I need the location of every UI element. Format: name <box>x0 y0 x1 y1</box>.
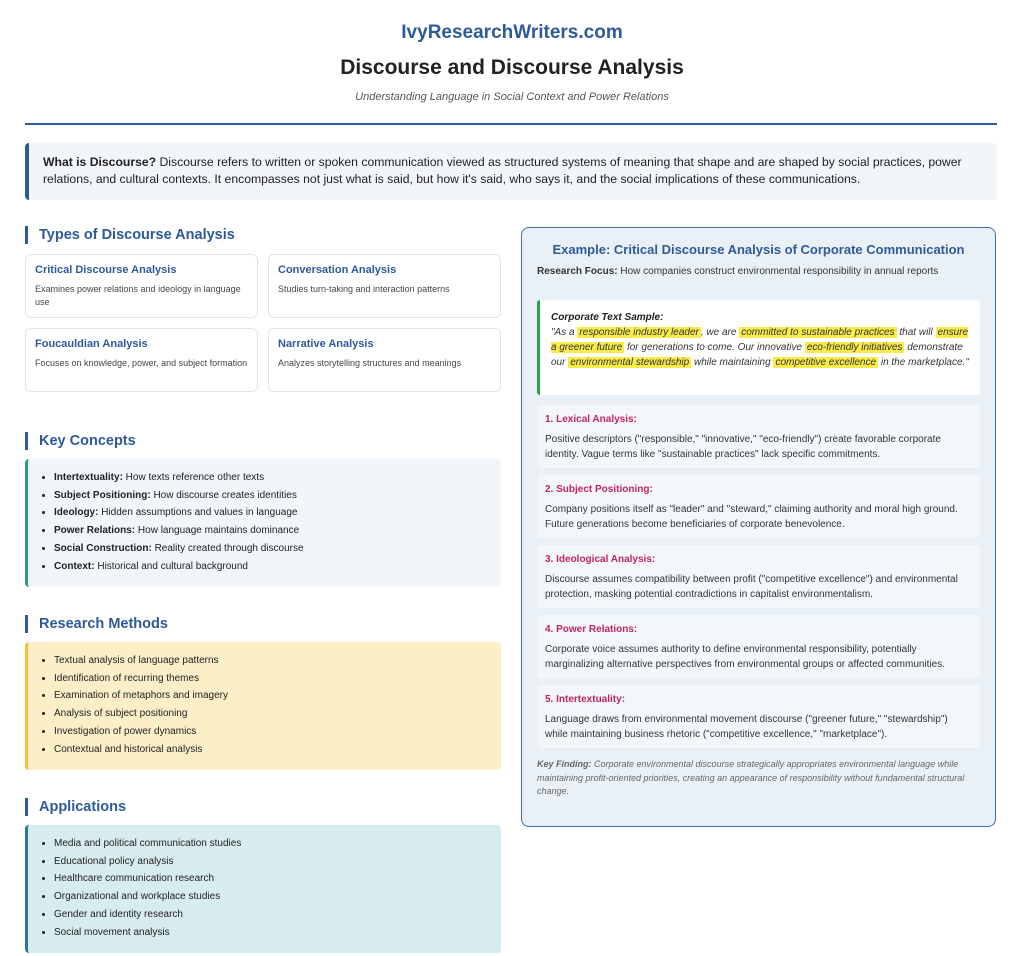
page-header <box>0 0 1024 103</box>
list-item: • Textual analysis of language patterns <box>54 652 489 670</box>
highlighted-phrase: environmental stewardship <box>570 357 690 368</box>
list-item: • Identification of recurring themes <box>54 670 489 688</box>
analysis-card <box>537 475 980 538</box>
list-item: • Educational policy analysis <box>54 853 489 871</box>
type-card-title: Narrative Analysis <box>278 338 374 350</box>
analysis-title: 2. Subject Positioning: <box>545 484 653 495</box>
header-divider <box>25 123 997 125</box>
list-item: • Contextual and historical analysis <box>54 741 489 759</box>
concept-desc: How language maintains dominance <box>135 525 300 537</box>
concept-term: Power Relations: <box>54 525 136 537</box>
type-card-desc: Studies turn-taking and interaction patterns <box>278 284 450 294</box>
concept-desc: Reality created through discourse <box>151 542 304 554</box>
list-item: • Healthcare communication research <box>54 870 489 888</box>
list-item <box>54 540 489 558</box>
list-item: • Investigation of power dynamics <box>54 723 489 741</box>
example-title: Example: Critical Discourse Analysis of Corporate Communication <box>552 242 965 257</box>
text-sample <box>537 300 980 395</box>
finding-label: Key Finding: <box>537 759 592 769</box>
methods-heading: Research Methods <box>25 615 501 633</box>
list-item <box>54 504 489 522</box>
concept-term: Context: <box>54 560 95 572</box>
concepts-box <box>25 459 501 587</box>
highlighted-phrase: competitive excellence <box>775 357 877 368</box>
type-card-title: Conversation Analysis <box>278 264 397 276</box>
finding-text: Corporate environmental discourse strategically appropriates environmental language while maintaining profit-oriented priorities, creating an appearance of responsibility without fundamental structural change. <box>537 759 965 796</box>
concept-term: Intertextuality: <box>54 472 123 483</box>
methods-box <box>25 642 501 770</box>
concept-term: Ideology: <box>54 507 99 519</box>
highlighted-phrase: committed to sustainable practices <box>741 327 895 338</box>
list-item <box>54 558 489 576</box>
concept-term: Subject Positioning: <box>54 489 151 501</box>
site-name: IvyResearchWriters.com <box>401 22 623 43</box>
type-card <box>25 328 258 392</box>
type-card-desc: Focuses on knowledge, power, and subject formation <box>35 358 248 368</box>
sample-fragment: that will <box>896 327 936 338</box>
page-title: Discourse and Discourse Analysis <box>340 56 684 79</box>
analysis-text: Discourse assumes compatibility between profit ("competitive excellence") and environmental protection, masking potential contradictions in capitalist environmentalism. <box>545 574 958 600</box>
concept-desc: Hidden assumptions and values in language <box>98 507 298 519</box>
list-item: • Media and political communication studies <box>54 835 489 853</box>
example-panel <box>521 227 996 827</box>
focus-text: How companies construct environmental responsibility in annual reports <box>617 266 939 277</box>
concept-desc: Historical and cultural background <box>94 560 248 572</box>
type-card-title: Critical Discourse Analysis <box>35 264 177 276</box>
list-item: • Organizational and workplace studies <box>54 888 489 906</box>
analysis-card <box>537 615 980 678</box>
types-heading: Types of Discourse Analysis <box>25 226 501 244</box>
focus-label: Research Focus: <box>537 266 618 277</box>
analysis-text: Language draws from environmental movement discourse ("greener future," "stewardship") while maintaining business rhetoric ("competitive excellence," "marketplace"). <box>545 714 948 740</box>
page-subtitle: Understanding Language in Social Context and Power Relations <box>355 91 669 103</box>
sample-fragment: while maintaining <box>691 357 774 368</box>
intro-text: Discourse refers to written or spoken communication viewed as structured systems of meaning that shape and are shaped by social practices, power relations, and cultural contexts. It encompasses not just what is said, but how it's said, who says it, and the social implications of these communications. <box>43 155 962 186</box>
research-focus <box>537 266 980 277</box>
intro-label: What is Discourse? <box>43 155 157 169</box>
concept-desc: How discourse creates identities <box>150 489 297 501</box>
analysis-card <box>537 405 980 468</box>
sample-fragment: , we are <box>700 327 740 338</box>
analysis-card <box>537 685 980 748</box>
sample-fragment: in the marketplace." <box>878 357 969 368</box>
type-card-desc: Analyzes storytelling structures and meanings <box>278 358 462 368</box>
analysis-text: Corporate voice assumes authority to define environmental responsibility, potentially marginalizing alternative perspectives from environmental groups or affected communities. <box>545 644 946 670</box>
analysis-title: 1. Lexical Analysis: <box>545 414 637 425</box>
analysis-text: Positive descriptors ("responsible," "innovative," "eco-friendly") create favorable corporate identity. Vague terms like "sustainable practices" lack specific commitments. <box>545 434 941 460</box>
highlighted-phrase: ensure a greener future <box>551 327 969 353</box>
sample-fragment: demonstrate our <box>551 342 963 368</box>
intro-box <box>25 143 997 200</box>
concepts-heading: Key Concepts <box>25 432 501 450</box>
type-card-desc: Examines power relations and ideology in language use <box>35 284 241 307</box>
type-card <box>268 328 501 392</box>
analysis-text: Company positions itself as "leader" and "steward," claiming authority and moral high ground. Future generations become beneficiaries of corporate benevolence. <box>545 504 958 530</box>
list-item <box>54 522 489 540</box>
types-grid <box>25 254 501 392</box>
applications-heading: Applications <box>25 798 501 816</box>
sample-title: Corporate Text Sample: <box>551 312 664 323</box>
sample-fragment: for generations to come. Our innovative <box>624 342 805 353</box>
highlighted-phrase: responsible industry leader <box>579 327 699 338</box>
list-item <box>54 469 489 487</box>
analysis-card <box>537 545 980 608</box>
analysis-title: 4. Power Relations: <box>545 624 638 635</box>
analysis-title: 5. Intertextuality: <box>545 694 626 705</box>
type-card-title: Foucauldian Analysis <box>35 338 148 350</box>
list-item: • Analysis of subject positioning <box>54 705 489 723</box>
left-column <box>25 226 501 953</box>
type-card <box>268 254 501 318</box>
sample-fragment: "As a <box>551 327 578 338</box>
list-item <box>54 487 489 505</box>
applications-box <box>25 825 501 953</box>
sample-text <box>551 325 970 370</box>
list-item: • Gender and identity research <box>54 906 489 924</box>
concept-desc: How texts reference other texts <box>122 472 265 483</box>
list-item: • Social movement analysis <box>54 924 489 942</box>
analysis-title: 3. Ideological Analysis: <box>545 554 656 565</box>
list-item: • Examination of metaphors and imagery <box>54 687 489 705</box>
type-card <box>25 254 258 318</box>
highlighted-phrase: eco-friendly initiatives <box>806 342 903 353</box>
concept-term: Social Construction: <box>54 542 152 554</box>
key-finding <box>537 758 980 799</box>
